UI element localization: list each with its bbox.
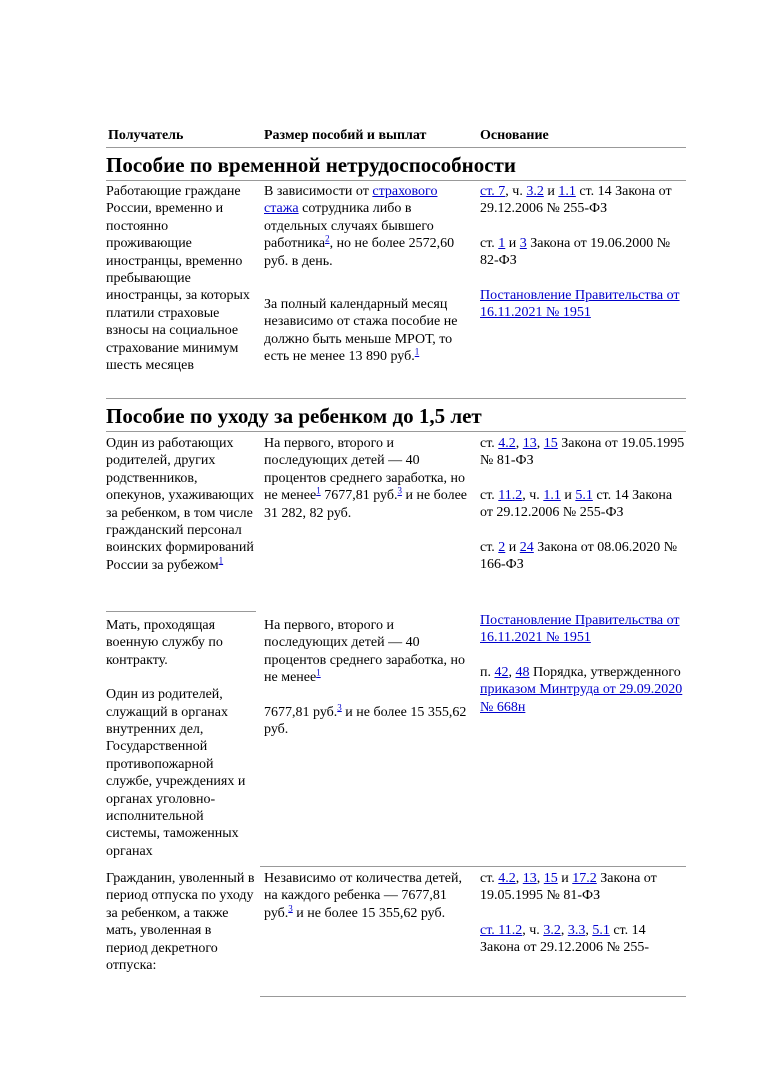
row-rule bbox=[260, 866, 686, 867]
law-link[interactable]: 3.2 bbox=[543, 922, 561, 938]
section-title-child-care: Пособие по уходу за ребенком до 1,5 лет bbox=[106, 404, 482, 428]
header-recipient: Получатель bbox=[108, 128, 184, 143]
law-link[interactable]: ст. 7 bbox=[480, 184, 506, 199]
header-rule bbox=[106, 147, 686, 148]
law-link[interactable]: 24 bbox=[519, 539, 534, 555]
footnote-link[interactable]: 2 bbox=[325, 233, 330, 244]
law-link[interactable]: 5.1 bbox=[575, 487, 593, 503]
amount-cell: На первого, второго и последующих детей — 40 процентов среднего заработка, но не менее$^1$ 7677,81 руб.$^3$ и не более 31 282, 82 руб. bbox=[264, 436, 468, 521]
footnote-link[interactable]: 1 bbox=[414, 346, 420, 357]
amount-cell: На первого, второго и последующих детей — 40 процентов среднего заработка, но не менее$^1$ 7677,81 руб.$^3$ и не более 15 355,62 руб. bbox=[264, 618, 467, 738]
row-rule bbox=[260, 996, 686, 997]
basis-cell: ст. 7, ч. 3.2 и 1.1 ст. 14 Закона от 29.12.2006 № 255-ФЗ ст. 1 и 3 Закона от 19.06.2000 № 82-ФЗ Постановление Правительства от 16.11.2021 № 1951 bbox=[480, 184, 680, 321]
recipient-cell: Мать, проходящая военную службу по контракту. Один из родителей, служащий в органах внутренних дел, Государственной противопожарной службе, учреждениях и органах уголовно-исполнительной системы, таможенных органах bbox=[106, 618, 246, 859]
footnote-link[interactable]: 3 bbox=[337, 701, 342, 712]
recipient-cell: Гражданин, уволенный в период отпуска по уходу за ребенком, а также мать, уволенная в период декретного отпуска: bbox=[106, 871, 255, 974]
law-link[interactable]: 2 bbox=[498, 539, 506, 555]
law-link[interactable]: 1 bbox=[498, 235, 506, 251]
basis-cell: Постановление Правительства от 16.11.2021 № 1951 п. 42, 48 Порядка, утвержденного приказом Минтруда от 29.09.2020 № 668н bbox=[480, 613, 683, 715]
recipient-cell: Работающие граждане России, временно и постоянно проживающие иностранцы, временно пребывающие иностранцы, за которых платили страховые взносы на социальное страхование минимум шесть месяцев bbox=[106, 184, 250, 374]
law-link[interactable]: 48 bbox=[515, 664, 530, 680]
amount-cell: В зависимости от страхового стажа сотрудника либо в отдельных случаях бывшего работника$^2$, но не более 2572,60 руб. в день. За полный календарный месяц независимо от стажа пособие не должно быть меньше МРОТ, то есть не менее 13 890 руб.$^1$ bbox=[264, 184, 458, 365]
basis-cell: ст. 4.2, 13, 15 и 17.2 Закона от 19.05.1995 № 81-ФЗ ст. 11.2, ч. 3.2, 3.3, 5.1 ст. 14 Закона от 29.12.2006 № 255- bbox=[480, 871, 657, 956]
law-link[interactable]: 13 bbox=[522, 436, 537, 451]
row-rule bbox=[106, 611, 256, 612]
law-link[interactable]: ст. 11.2 bbox=[480, 922, 523, 938]
section-rule bbox=[106, 180, 686, 181]
row-rule bbox=[106, 398, 686, 399]
law-link[interactable]: 3 bbox=[519, 235, 527, 251]
law-link[interactable]: 4.2 bbox=[498, 871, 516, 886]
law-link[interactable]: 1.1 bbox=[543, 487, 561, 503]
resolution-link[interactable]: Постановление Правительства от 16.11.2021 № 1951 bbox=[480, 613, 680, 646]
law-link[interactable]: 17.2 bbox=[572, 871, 597, 886]
link-insurance-stage[interactable]: страхового стажа bbox=[264, 184, 438, 217]
section-title-sick-leave: Пособие по временной нетрудоспособности bbox=[106, 153, 516, 177]
law-link[interactable]: 15 bbox=[543, 436, 558, 451]
resolution-link[interactable]: Постановление Правительства от 16.11.2021 № 1951 bbox=[480, 287, 680, 321]
law-link[interactable]: 11.2 bbox=[498, 487, 523, 503]
footnote-link[interactable]: 3 bbox=[397, 485, 402, 496]
footnote-link[interactable]: 1 bbox=[316, 485, 321, 496]
law-link[interactable]: 13 bbox=[522, 871, 537, 886]
order-link[interactable]: приказом Минтруда от 29.09.2020 № 668н bbox=[480, 682, 683, 715]
law-link[interactable]: 42 bbox=[494, 664, 509, 680]
law-link[interactable]: 1.1 bbox=[558, 184, 576, 199]
table-header bbox=[106, 128, 686, 146]
footnote-link[interactable]: 3 bbox=[288, 903, 293, 914]
section-rule bbox=[106, 431, 686, 432]
law-link[interactable]: 5.1 bbox=[592, 922, 610, 938]
basis-cell: ст. 4.2, 13, 15 Закона от 19.05.1995 № 81-ФЗ ст. 11.2, ч. 1.1 и 5.1 ст. 14 Закона от 29.12.2006 № 255-ФЗ ст. 2 и 24 Закона от 08.06.2020 № 166-ФЗ bbox=[480, 436, 685, 573]
law-link[interactable]: 4.2 bbox=[498, 436, 516, 451]
footnote-link[interactable]: 1 bbox=[218, 555, 224, 566]
amount-cell: Независимо от количества детей, на каждого ребенка — 7677,81 руб.$^3$ и не более 15 355,62 руб. bbox=[264, 871, 462, 921]
header-amount: Размер пособий и выплат bbox=[264, 128, 427, 143]
law-link[interactable]: 3.2 bbox=[526, 184, 544, 199]
header-basis: Основание bbox=[480, 128, 549, 143]
law-link[interactable]: 15 bbox=[543, 871, 558, 886]
recipient-cell: Один из работающих родителей, других родственников, опекунов, ухаживающих за ребенком, в том числе гражданский персонал воинских формирований России за рубежом$^1$ bbox=[106, 436, 254, 573]
footnote-link[interactable]: 1 bbox=[316, 667, 321, 678]
law-link[interactable]: 3.3 bbox=[567, 922, 586, 938]
